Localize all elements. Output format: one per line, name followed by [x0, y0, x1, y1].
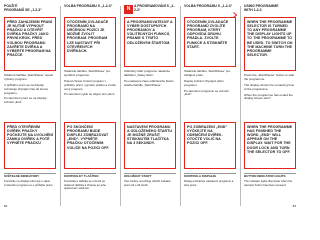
column-3-header: A PROGRAMOVÁNÍ S „1-2-3“ [134, 4, 175, 12]
column-5-red-box: WHEN THE PROGRAMME SELECTOR IS TURNED TO ANY PROGRAMME THE DISPLAY LIGHTS UP TO THE PROGRAMME TO BE USED. TO SWITCH ON THE MACHINE TURN THE PROGRAMME SELECTOR. [244, 17, 296, 71]
column-3-red-box: A PROGRAMOVATEĽNÝ A VYBER DOSTUPNÝCH PROGRAMOV A VOLITEĽNÝCH FUNKCIÍ, PRANIE S TÝMTO ODLOŽENÝM ŠTARTOM. [124, 17, 176, 67]
column-4-paragraph: Displej zobrazí zbývající dobu programu. [184, 78, 224, 87]
column-4-red-box: OTOČENÍM OVLADAČE PROGRAMŮ ZVOLÍTE PROGRAM, KTERÝ ODPOVÍDÁ DRUHU PRÁDLA. ZVOLTE FUNKCE A STISKNĚTE START. [184, 17, 236, 67]
column-2-paragraph: Po skončení cyklu se objeví text „End“. [64, 92, 116, 97]
column-4 [180, 0, 240, 212]
column-2-footer-text: Kontrolka u tlačítka se rozsvítí po stisknutí tlačítka a zhasne po jeho opětovném stisknutí. [64, 179, 106, 191]
column-2-header: VOLBA PROGRAMU S „1-2-3“ [64, 4, 113, 8]
column-5-paragraph: When the programme has ended the display shows „End“. [244, 92, 293, 101]
column-4-paragraph: Stiskněte tlačítko „Start/Pause“ pro zahájení praní. [184, 69, 231, 77]
column-1-text [4, 74, 56, 118]
column-1-red-box-2: PŘED OTEVŘENÍM DVÍŘEK PRAČKY POČKEJTE NA UVOLNĚNÍ ZÁMKU DVÍŘEK A POTÉ VYPNĚTE PRAČKU [4, 122, 56, 169]
column-5 [240, 0, 300, 212]
column-5-header [244, 5, 296, 13]
column-2-red-box: OTOČENÍM OVLADAČE PROGRAMŮ NA URČENOU POZICI JE MOŽNÉ ZVOLIT PROGRAM. PROGRAM LZE NASTAVIT PŘI OTEVŘENÝCH DVÍŘKÁCH. [64, 17, 116, 67]
column-1 [0, 0, 60, 212]
column-2-paragraph: Stiskněte tlačítko „Start/Pause“ pro spuštění programu. [64, 69, 111, 77]
column-1-paragraph: Stisknutí tlačítka „Start/Pause“ spustí vybraný program. [4, 73, 54, 81]
column-1-header [4, 5, 56, 13]
page-number-left: 82 [4, 204, 8, 208]
column-3-red-box-2: NASTAVENÍ PROGRAMU A ODLOŽENÉHO ŠTARTU JE MOŽNÉ ZRUŠIT STISKNUTÍM TLAČÍTKA NA 3 SEKUNDY. [124, 122, 176, 169]
column-5-paragraph: The display shows the remaining time of the programme. [244, 82, 295, 91]
column-4-header: VOLBA PROGRAMU S „1-2-3“ [184, 4, 233, 8]
column-1-footer-text: Kontrolky na displeji informují o stavu zvoleného programu a o průběhu praní. [4, 179, 54, 187]
column-5-footer-text: The indicator lights illuminate when the relevant button has been pressed. [244, 179, 293, 187]
column-4-paragraph: Po skončení programu se zobrazí „End“. [184, 88, 229, 97]
column-3-paragraph: Po nastavení času odloženého štartu stlačte tlačidlo „Start/Pause“. [124, 78, 174, 87]
column-2-paragraph: Pokud chcete změnit program v průběhu praní, vypněte pračku a zvolte nový program. [64, 78, 116, 91]
column-5-red-box-2: WHEN THE PROGRAMME HAS FINISHED THE WORD „END“ WILL APPEAR ON THE DISPLAY. WAIT FOR THE DOOR LOCK AND TURN THE SELECTOR TO OFF. [244, 122, 296, 169]
column-1-header-line-1: POUŽITÍ [4, 4, 18, 8]
column-3-footer-title: ODLOŽENÝ START [124, 174, 152, 178]
column-2-footer-title: KONTROLKY TLAČÍTEK [64, 174, 99, 178]
column-2-text [64, 70, 116, 118]
column-4-text [184, 70, 236, 118]
column-5-paragraph: Press the „Start/Pause“ button to start the programme. [244, 73, 295, 81]
column-5-header-line-2: WITH 1-2-3 [244, 7, 262, 12]
column-4-footer-title: KONTROLA DISPLEJE [184, 174, 217, 178]
column-3-text [124, 70, 176, 118]
chevron-right-icon [233, 5, 237, 11]
column-1-paragraph: Po skončení praní se na displeji zobrazí „End“. [4, 96, 47, 105]
column-5-header-line-1: USING PROGRAMME [244, 4, 279, 8]
n-symbol-icon: N [124, 5, 133, 14]
column-3 [120, 0, 180, 212]
column-3-footer-text: Tato funkce umožňuje odložit začátek praní až o 24 hodin. [124, 179, 171, 187]
column-4-red-box-2: PO ZOBRAZENÍ „END“ VYČKEJTE NA ODEMČENÍ DVÍŘEK. OTOČTE VOLIČ NA POZICI OFF. [184, 122, 236, 169]
column-2 [60, 0, 120, 212]
column-5-text [244, 74, 296, 118]
column-3-paragraph: Odložený štart programu nastavíte tlačidlom „Delay Start“. [124, 69, 171, 77]
column-1-footer-title: SVĚTELNÉ INDIKÁTORY [4, 174, 40, 178]
column-4-footer-text: Displej zobrazuje nastavení programu a stav praní. [184, 179, 234, 187]
page-number-right: 83 [292, 204, 296, 208]
column-2-red-box-2: PO SKONČENÍ PROGRAMU BUDE DISPLEJ ZOBRAZOVAT „END“. VYPNĚTE PRAČKU OTOČENÍM VOLIČE NA POZICI OFF. [64, 122, 116, 169]
column-5-footer-title: BUTTON INDICATOR LIGHTS [244, 174, 286, 178]
column-1-red-box: PŘED ZAHÁJENÍM PRANÍ JE NUTNÉ VYPNOUT PRAČKU A OTEVŘÍT DVÍŘKA PRAČKY JAKO PRVNÍ KROK. PŘED VOLBOU PROGRAMU ZAVŘETE DVÍŘKA A VYBERTE PROGRAM NA PRAČCE [4, 17, 56, 71]
column-1-header-line-2: PROGRAMŮ SE „1-2-3“ [4, 7, 42, 12]
column-1-paragraph: V průběhu praní se na displeji zobrazuje zbývající čas do konce programu. [4, 82, 49, 95]
